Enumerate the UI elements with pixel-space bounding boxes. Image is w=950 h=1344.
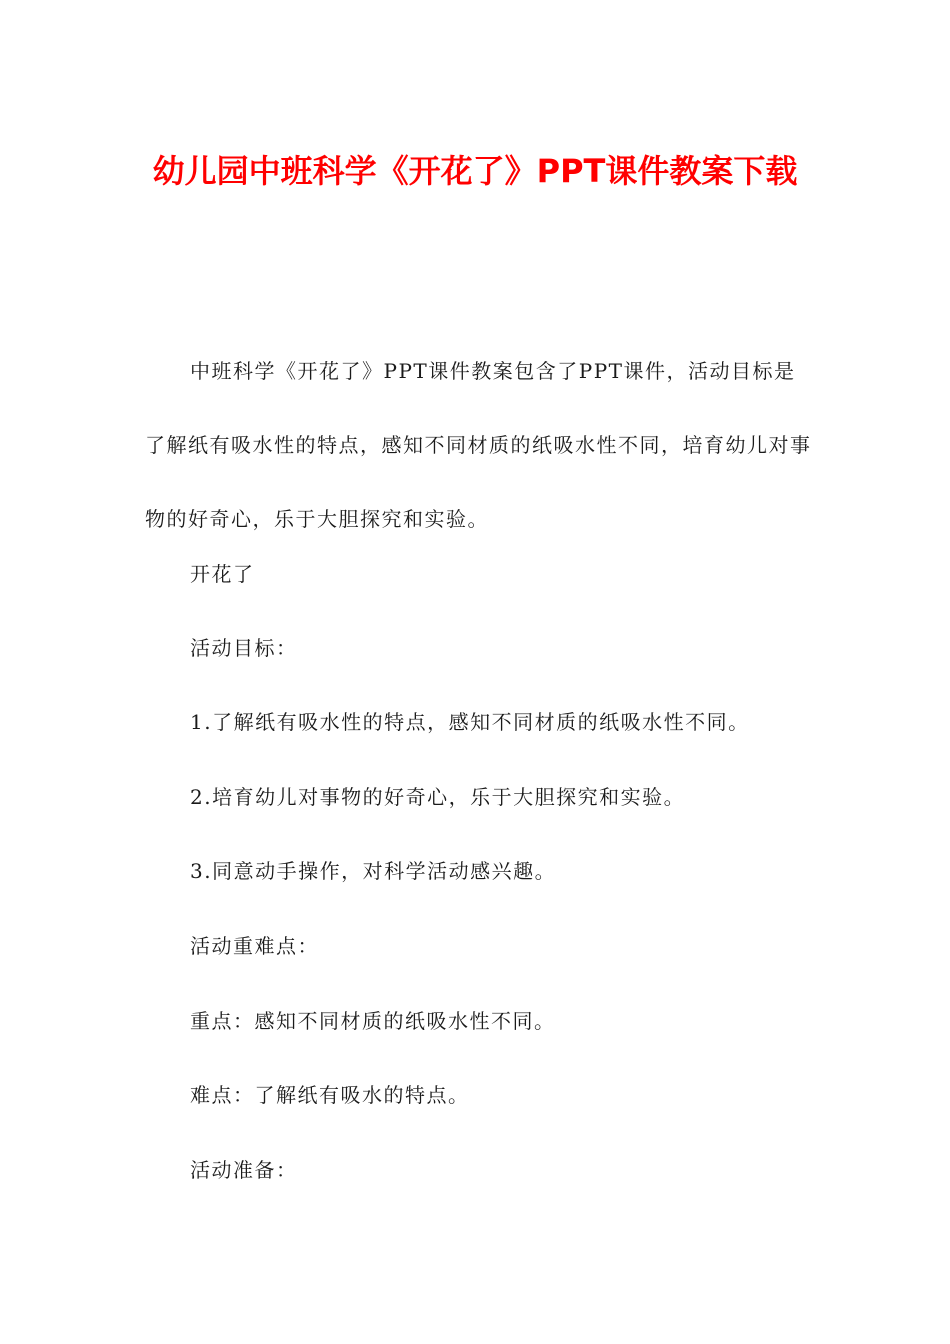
section-heading-flower: 开花了 (190, 562, 255, 586)
heading-activity-preparation: 活动准备： (190, 1158, 298, 1182)
document-title: 幼儿园中班科学《开花了》PPT课件教案下载 (152, 152, 798, 190)
intro-paragraph: 中班科学《开花了》PPT课件教案包含了PPT课件，活动目标是了解纸有吸水性的特点，感知不同材质的纸吸水性不同，培育幼儿对事物的好奇心，乐于大胆探究和实验。 (145, 359, 812, 531)
goal-item-3: 3.同意动手操作，对科学活动感兴趣。 (190, 859, 557, 883)
key-point: 重点：感知不同材质的纸吸水性不同。 (190, 1009, 556, 1033)
heading-activity-goals: 活动目标： (190, 636, 298, 660)
difficult-point: 难点：了解纸有吸水的特点。 (190, 1083, 470, 1107)
goal-item-2: 2.培育幼儿对事物的好奇心，乐于大胆探究和实验。 (190, 785, 686, 809)
heading-key-difficult-points: 活动重难点： (190, 934, 319, 958)
goal-item-1: 1.了解纸有吸水性的特点，感知不同材质的纸吸水性不同。 (190, 710, 750, 734)
